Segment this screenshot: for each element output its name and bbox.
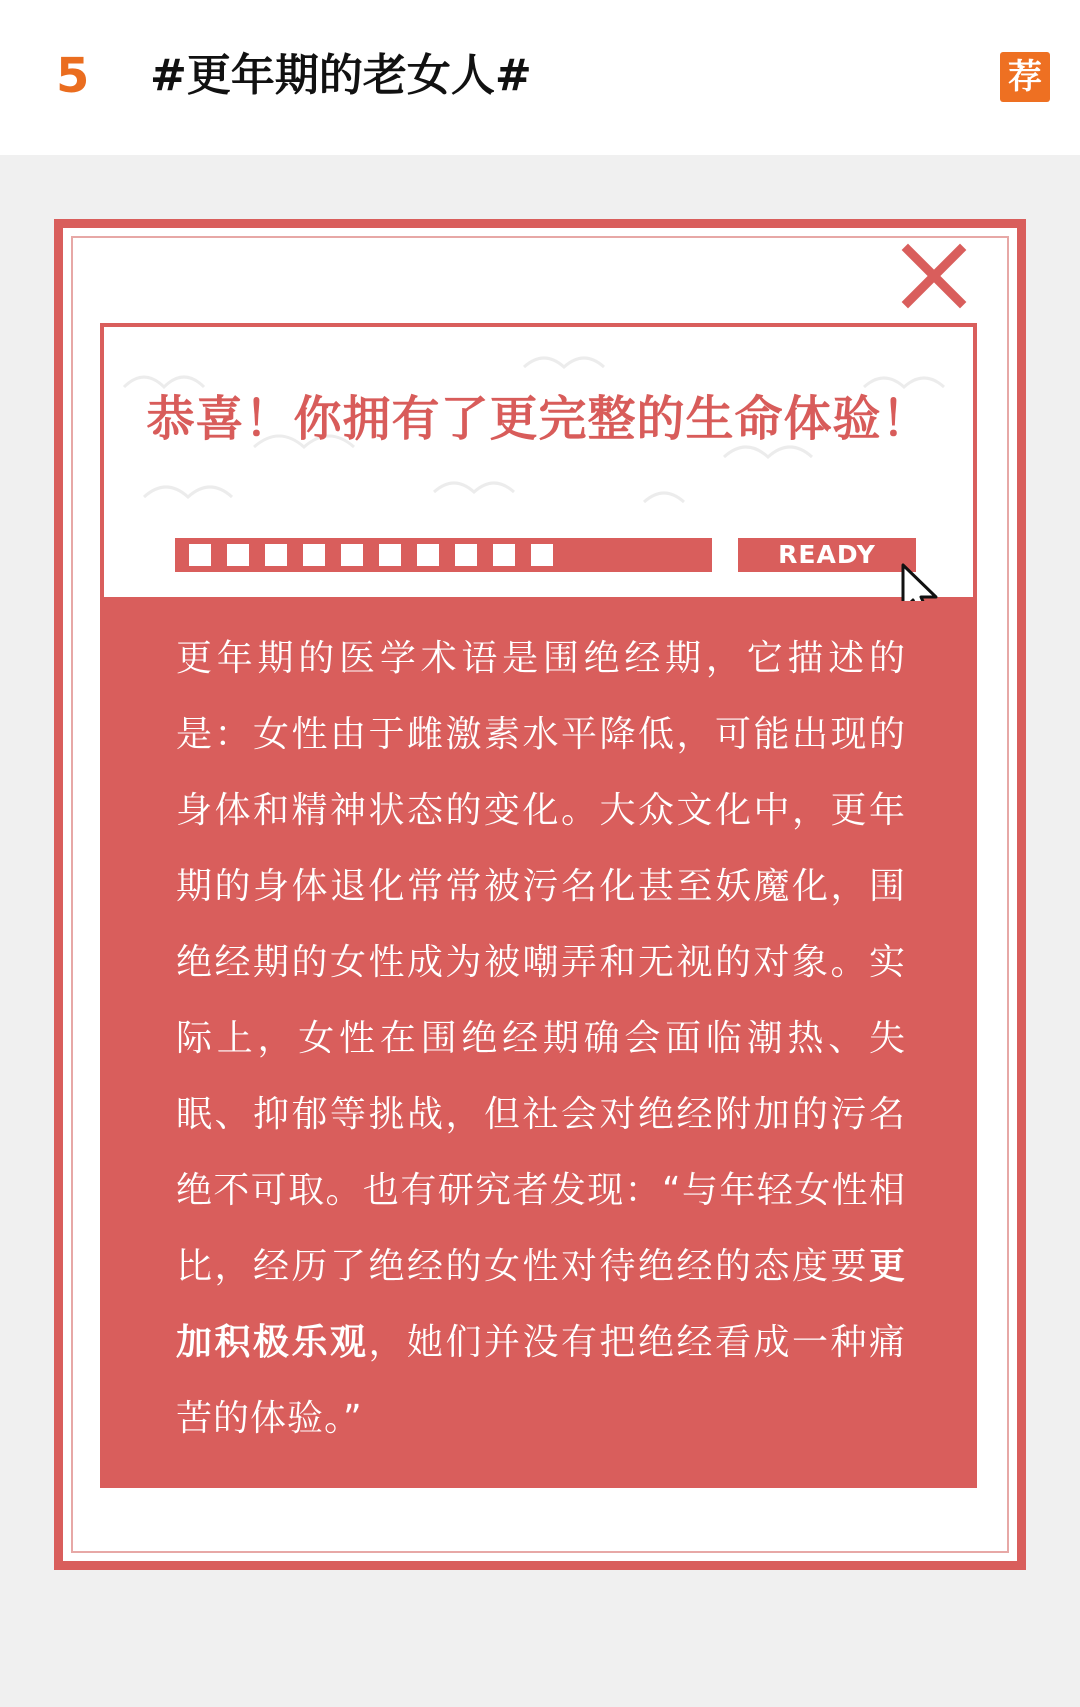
dialog-header [100, 323, 977, 601]
article-text-part: ，她们并没有把绝经看成一种痛苦的体验。” [176, 1322, 906, 1439]
article-text [176, 621, 906, 1457]
progress-segment [379, 544, 401, 566]
progress-bar [175, 538, 712, 572]
progress-segment [189, 544, 211, 566]
rank-number: 5 [56, 48, 90, 104]
dialog-headline: 恭喜！你拥有了更完整的生命体验！ [146, 391, 931, 447]
topic-title[interactable]: #更年期的老女人# [150, 50, 532, 101]
top-bar [0, 0, 1080, 155]
article-text-part: 更年期的医学术语是围绝经期，它描述的是：女性由于雌激素水平降低，可能出现的身体和精神状态的变化。大众文化中，更年期的身体退化常常被污名化甚至妖魔化，围绝经期的女性成为被嘲弄和无视的对象。实际上，女性在围绝经期确会面临潮热、失眠、抑郁等挑战，但社会对绝经附加的污名绝不可取。也有研究者发现：“与年轻女性相比，经历了绝经的女性对待绝经的态度要 [176, 638, 906, 1287]
article-panel [100, 601, 977, 1488]
close-icon[interactable] [898, 240, 970, 312]
progress-segment [227, 544, 249, 566]
progress-segment [417, 544, 439, 566]
progress-segment [303, 544, 325, 566]
progress-segment [455, 544, 477, 566]
recommend-badge: 荐 [1000, 52, 1050, 102]
progress-segment [341, 544, 363, 566]
article-text-emphasis: 更加积极乐观 [176, 1246, 906, 1363]
progress-segment [493, 544, 515, 566]
progress-segment [265, 544, 287, 566]
progress-segment [531, 544, 553, 566]
ready-button[interactable]: READY [738, 538, 916, 572]
